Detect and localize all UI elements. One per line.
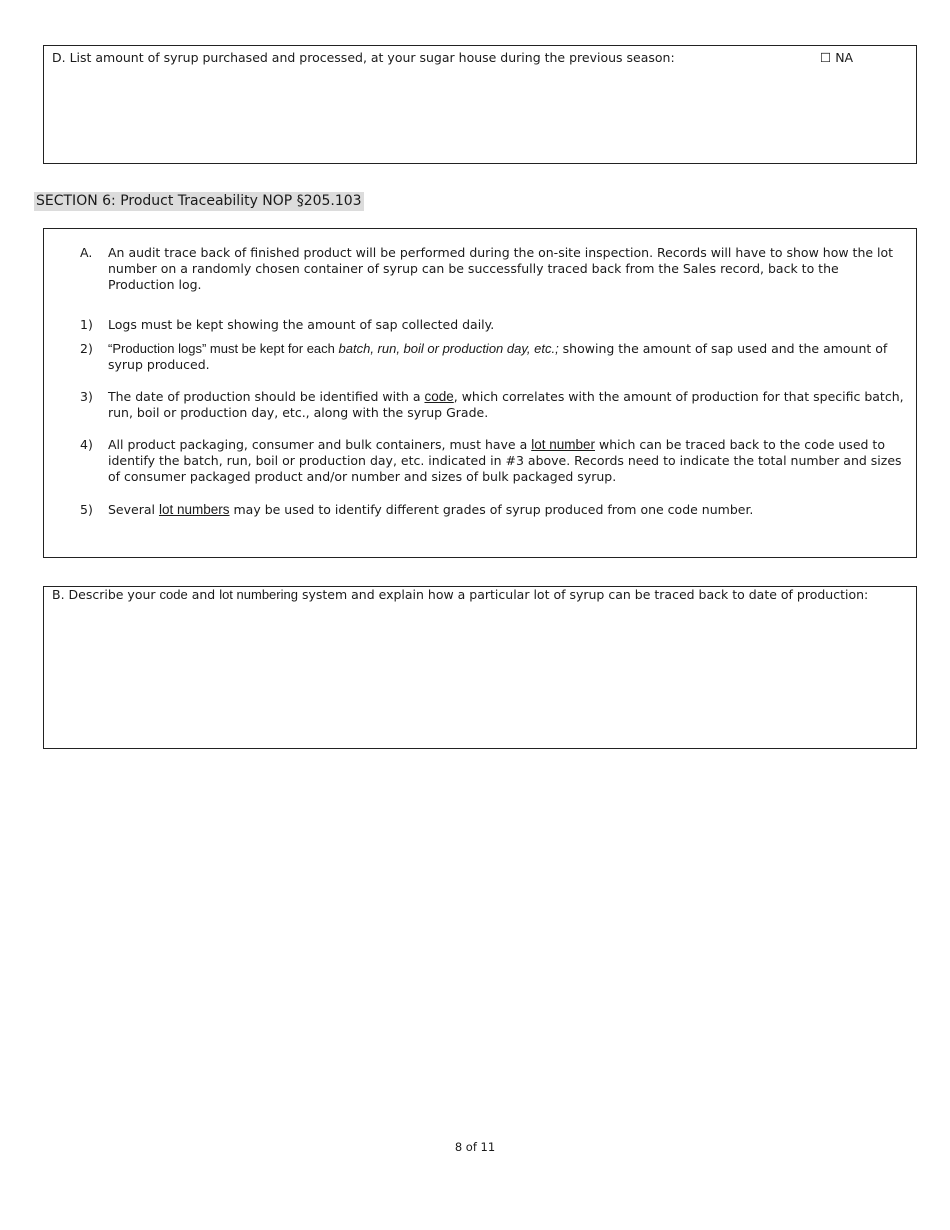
na-label: NA <box>835 50 854 65</box>
item-3-label: 3) <box>80 389 93 404</box>
question-d-text: D. List amount of syrup purchased and processed, at your sugar house during the previous season: <box>52 50 675 65</box>
item-4-text <box>108 437 908 485</box>
item-3-part2: , which correlates with the amount of production for that specific batch, run, boil or production day, etc., along with the syrup Grade. <box>108 389 904 420</box>
item-5 <box>80 502 908 518</box>
item-2-italic: batch, run, boil or production day, etc.; <box>338 341 559 356</box>
item-a-label: A. <box>80 245 93 260</box>
item-2-text <box>108 341 908 373</box>
item-3-code: code <box>424 389 454 404</box>
question-d-box <box>43 45 917 164</box>
item-3-part1: The date of production should be identified with a <box>108 389 425 404</box>
page-number: 8 of 11 <box>454 1140 496 1154</box>
traceability-info-box <box>43 228 917 558</box>
item-5-part2: may be used to identify different grades of syrup produced from one code number. <box>229 502 754 517</box>
question-b-part2: system and explain how a particular lot of syrup can be traced back to date of production: <box>297 587 869 602</box>
item-4-part1: All product packaging, consumer and bulk containers, must have a <box>108 437 532 452</box>
item-3-text <box>108 389 908 421</box>
item-4 <box>80 437 908 485</box>
item-5-label: 5) <box>80 502 93 517</box>
item-a <box>80 245 908 293</box>
question-b-part1: B. Describe your <box>52 587 160 602</box>
item-3 <box>80 389 908 421</box>
item-2-part1: “Production logs” must be kept for each <box>108 341 339 356</box>
item-1-text: Logs must be kept showing the amount of sap collected daily. <box>108 317 495 332</box>
item-2 <box>80 341 908 373</box>
question-b-box[interactable] <box>43 586 917 749</box>
item-2-label: 2) <box>80 341 93 356</box>
question-b-mid: and <box>187 587 220 602</box>
item-1 <box>80 317 908 333</box>
question-b-text <box>52 587 868 603</box>
item-a-text: An audit trace back of finished product will be performed during the on-site inspection. Records will have to show how the lot number on a randomly chosen container of syrup can be successfully traced back from the Sales record, back to the Production log. <box>108 245 894 292</box>
item-5-lot-numbers: lot numbers <box>158 502 230 517</box>
item-5-part1: Several <box>108 502 159 517</box>
item-4-lot-number: lot number <box>531 437 596 452</box>
item-1-label: 1) <box>80 317 93 332</box>
item-2-part2: showing the amount of sap used and the amount of syrup produced. <box>108 341 888 372</box>
na-checkbox[interactable]: ☐ <box>820 50 832 65</box>
item-4-part2: which can be traced back to the code used to identify the batch, run, boil or production day, etc. indicated in #3 above. Records need to indicate the total number and sizes of consumer packaged product and/or number and sizes of bulk packaged syrup. <box>108 437 902 484</box>
question-b-code: code <box>159 587 188 602</box>
item-4-label: 4) <box>80 437 93 452</box>
question-b-lot: lot numbering <box>219 587 298 602</box>
na-option[interactable] <box>820 50 853 65</box>
item-5-text <box>108 502 908 518</box>
section-6-title: SECTION 6: Product Traceability NOP §205.103 <box>36 193 362 209</box>
